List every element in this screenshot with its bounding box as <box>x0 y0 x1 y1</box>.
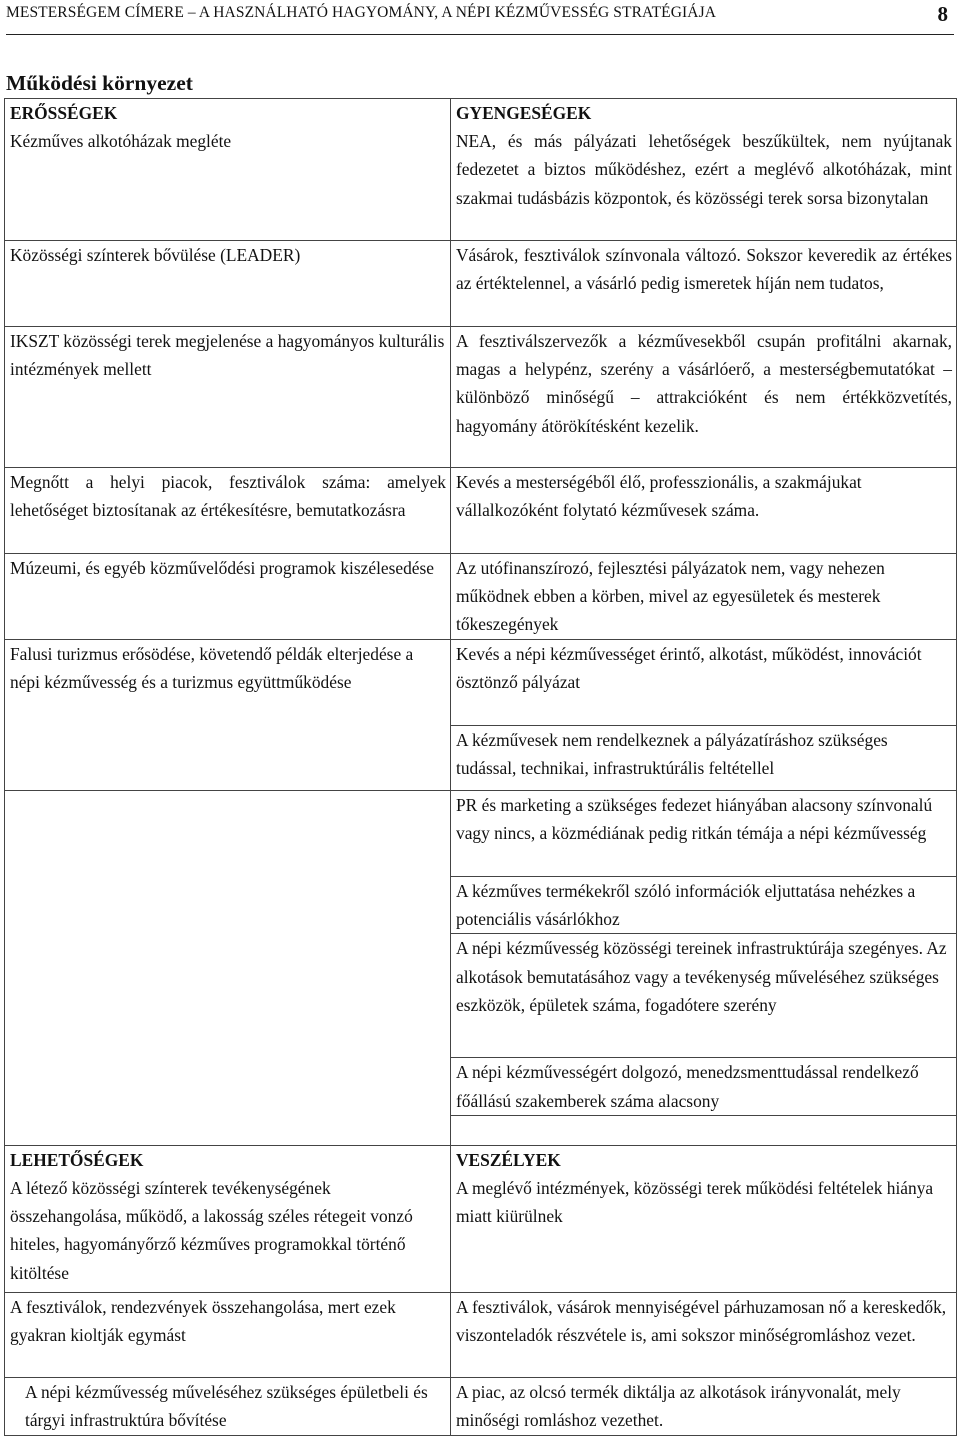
weaknesses-heading: GYENGESÉGEK <box>456 103 592 123</box>
strength-item: Megnőtt a helyi piacok, fesztiválok száma: amelyek lehetőséget biztosítanak az értékesítésre, bemutatkozásra <box>10 472 446 521</box>
threat-cell <box>451 1377 957 1435</box>
weakness-item: Kevés a mesterségéből élő, professzionális, a szakmájukat vállalkozóként folytató kézművesek száma. <box>456 472 862 521</box>
strength-cell <box>5 327 451 468</box>
table-row <box>5 640 957 726</box>
strength-cell <box>5 241 451 327</box>
threat-cell <box>451 1145 957 1292</box>
swot-table <box>4 98 957 1436</box>
weakness-cell <box>451 877 957 934</box>
threat-item: A meglévő intézmények, közösségi terek működési feltételek hiánya miatt kiürülnek <box>456 1178 934 1227</box>
table-row <box>5 791 957 877</box>
section-title: Működési környezet <box>6 71 193 95</box>
weakness-item: A népi kézművességért dolgozó, menedzsmenttudással rendelkező főállású szakemberek száma alacsony <box>456 1062 919 1111</box>
page-number: 8 <box>937 2 948 26</box>
strength-cell <box>5 640 451 791</box>
weakness-item: A kézművesek nem rendelkeznek a pályázatíráshoz szükséges tudással, technikai, infrastruktúrális feltétellel <box>456 730 888 779</box>
weakness-item: NEA, és más pályázati lehetőségek beszűkültek, nem nyújtanak fedezetet a biztos működéshez, ezért a meglévő alkotóházak, mint szakmai tudásbázis központok, és közösségi terek sorsa bizonytalan <box>456 131 952 208</box>
weakness-cell <box>451 1058 957 1115</box>
strengths-heading: ERŐSSÉGEK <box>10 103 118 123</box>
weakness-item: A kézműves termékekről szóló információk eljuttatása nehézkes a potenciális vásárlókhoz <box>456 881 916 930</box>
weakness-cell <box>451 327 957 468</box>
weakness-cell <box>451 554 957 640</box>
page-header <box>6 0 954 36</box>
table-row <box>5 327 957 468</box>
threat-item: A fesztiválok, vásárok mennyiségével párhuzamosan nő a kereskedők, viszonteladók részvétele is, ami sokszor minőségromláshoz vezet. <box>456 1296 947 1346</box>
table-row <box>5 468 957 554</box>
opportunity-item: A fesztiválok, rendezvények összehangolása, mert ezek gyakran kioltják egymást <box>10 1296 396 1346</box>
empty-cell <box>5 791 451 1146</box>
table-row <box>5 554 957 640</box>
weakness-cell <box>451 99 957 241</box>
weakness-cell <box>451 791 957 877</box>
strength-cell <box>5 468 451 554</box>
table-row <box>5 99 957 241</box>
weakness-item: A fesztiválszervezők a kézművesekből csupán profitálni akarnak, magas a helypénz, szerény a vásárlóerő, a mesterségbemutatókat – különböző minőségű – attrakcióként és nem értékközvetítés, hagyomány átörökítésként kezelik. <box>456 331 952 436</box>
weakness-item: Kevés a népi kézművességet érintő, alkotást, működést, innovációt ösztönző pályázat <box>456 644 922 693</box>
weakness-cell <box>451 726 957 791</box>
table-row <box>5 1292 957 1377</box>
opportunity-cell <box>5 1377 451 1435</box>
weakness-item: Vásárok, fesztiválok színvonala változó. Sokszor keveredik az értékes az értéktelennel, a vásárló pedig ismeretek híján nem tudatos, <box>456 245 952 294</box>
strength-item: Kézműves alkotóházak megléte <box>10 131 232 152</box>
weakness-cell <box>451 241 957 327</box>
table-row <box>5 1145 957 1292</box>
threats-heading: VESZÉLYEK <box>456 1149 561 1170</box>
table-row <box>5 1377 957 1435</box>
weakness-item: A népi kézművesség közösségi tereinek infrastruktúrája szegényes. Az alkotások bemutatásához vagy a tevékenység műveléséhez szükséges eszközök, épületek száma, fogadótere szerény <box>456 938 947 1015</box>
empty-cell <box>451 1115 957 1145</box>
threat-item: A piac, az olcsó termék diktálja az alkotások irányvonalát, mely minőségi romláshoz vezethet. <box>456 1381 901 1431</box>
running-title: MESTERSÉGEM CÍMERE – A HASZNÁLHATÓ HAGYOMÁNY, A NÉPI KÉZMŰVESSÉG STRATÉGIÁJA <box>6 4 717 21</box>
header-rule <box>6 34 954 35</box>
opportunity-item: A létező közösségi színterek tevékenységének összehangolása, működő, a lakosság széles rétegeit vonzó hiteles, hagyományőrző kézműves programokkal történő kitöltése <box>10 1178 413 1283</box>
opportunity-item: A népi kézművesség műveléséhez szükséges épületbeli és tárgyi infrastruktúra bővítése <box>25 1381 428 1431</box>
weakness-cell <box>451 934 957 1058</box>
strength-item: IKSZT közösségi terek megjelenése a hagyományos kulturális intézmények mellett <box>10 331 445 380</box>
opportunity-cell <box>5 1145 451 1292</box>
weakness-item: PR és marketing a szükséges fedezet hiányában alacsony színvonalú vagy nincs, a közmédiának pedig ritkán témája a népi kézművesség <box>456 795 933 844</box>
strength-item: Falusi turizmus erősödése, követendő példák elterjedése a népi kézművesség és a turizmus együttműködése <box>10 644 414 693</box>
strength-cell <box>5 99 451 241</box>
weakness-cell <box>451 640 957 726</box>
opportunities-heading: LEHETŐSÉGEK <box>10 1149 144 1170</box>
strength-item: Közösségi színterek bővülése (LEADER) <box>10 245 301 265</box>
opportunity-cell <box>5 1292 451 1377</box>
weakness-item: Az utófinanszírozó, fejlesztési pályázatok nem, vagy nehezen működnek ebben a körben, mivel az egyesületek és mesterek tőkeszegények <box>456 558 885 635</box>
threat-cell <box>451 1292 957 1377</box>
weakness-cell <box>451 468 957 554</box>
table-row <box>5 241 957 327</box>
strength-item: Múzeumi, és egyéb közművelődési programok kiszélesedése <box>10 558 435 578</box>
strength-cell <box>5 554 451 640</box>
